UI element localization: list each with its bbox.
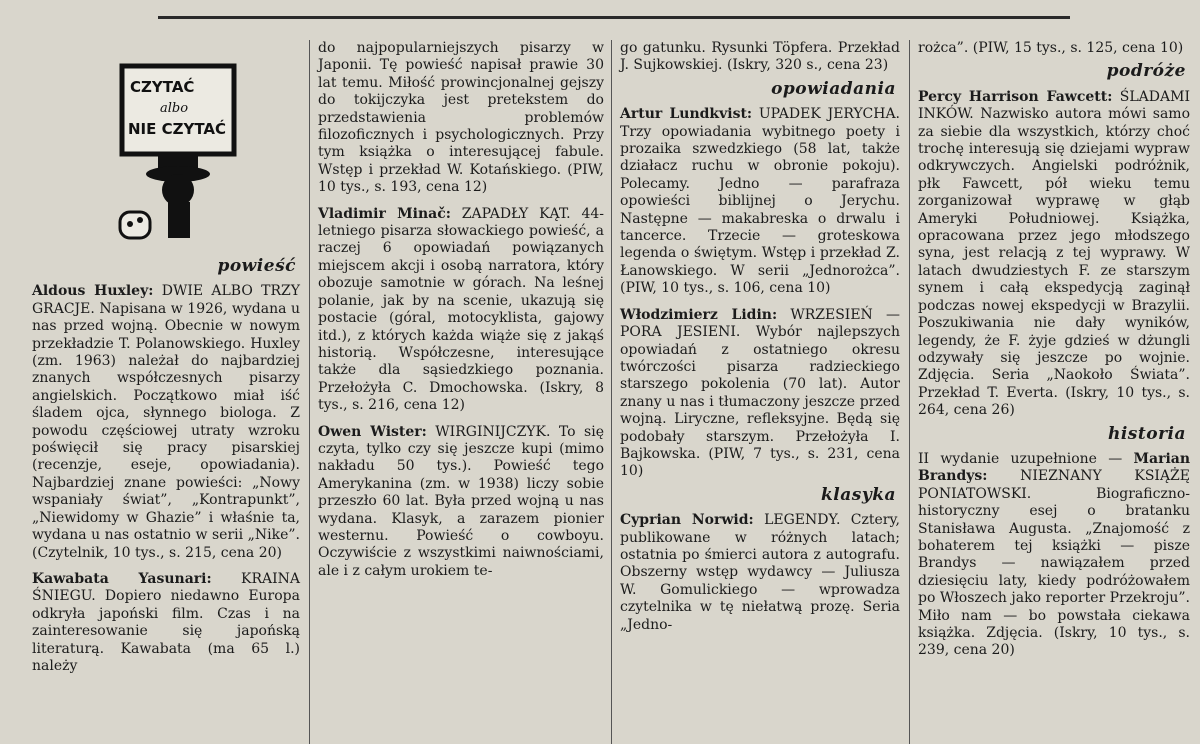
- section-heading-klasyka: klasyka: [821, 484, 896, 505]
- article-wister: Owen Wister: WIRGINIJCZYK. To się czyta, tylko czy się jeszcze kupi (mimo nakładu 50 tys.). Powieść tego Amerykanina (zm. w 1938) liczy sobie przeszło 60 lat. Była przed wojną u nas wydana. Klasyk, a zarazem pionier westernu. Powieść o cowboyu. Oczywiście z wszystkimi naiwnościami, ale i z całym urokiem te-: [318, 423, 605, 579]
- column-divider: [909, 40, 910, 744]
- article-lidin: Włodzimierz Lidin: WRZESIEŃ — PORA JESIENI. Wybór najlepszych opowiadań z ostatniego okresu twórczości pisarza radzieckiego starszego pokolenia (70 lat). Autor znany u nas i tłumaczony jeszcze przed wojną. Liryczne, refleksyjne. Będą się podobały starszym. Przełożyła I. Bajkowska. (PIW, 7 tys., s. 231, cena 10): [620, 306, 900, 480]
- czytac-albo-nie-czytac-logo: [118, 62, 240, 240]
- svg-text:CZYTAĆ: CZYTAĆ: [130, 78, 195, 96]
- section-heading-powiesc: powieść: [217, 256, 296, 276]
- section-heading-opowiadania: opowiadania: [771, 78, 896, 99]
- article-kawabata: Kawabata Yasunari: KRAINA ŚNIEGU. Dopiero niedawno Europa odkryła japoński film. Czas i na zainteresowanie się japońską literaturą. Kawabata (ma 65 l.) należy: [32, 570, 300, 674]
- column-4: [918, 40, 1190, 660]
- article-wister-continued: go gatunku. Rysunki Töpfera. Przekład J. Sujkowskiej. (Iskry, 320 s., cena 23): [620, 40, 900, 74]
- top-rule: [158, 16, 1070, 19]
- column-3: [620, 40, 900, 634]
- svg-text:NIE CZYTAĆ: NIE CZYTAĆ: [128, 120, 227, 138]
- article-lundkvist: Artur Lundkvist: UPADEK JERYCHA. Trzy opowiadania wybitnego poety i prozaika szwedzkiego (58 lat, także działacz ruchu w obronie pokoju). Polecamy. Jedno — parafraza opowieści biblijnej o Jerychu. Następne — makabreska o drwalu i tancerce. Trzecie — groteskowa legenda o świętym. Wstęp i przekład Z. Łanowskiego. W serii „Jednorożca”. (PIW, 10 tys., s. 106, cena 10): [620, 106, 900, 297]
- article-kawabata-continued: do najpopularniejszych pisarzy w Japonii. Tę powieść napisał prawie 30 lat temu. Miłość prowincjonalnej gejszy do tokijczyka jest pretekstem do przedstawienia problemów filozoficznych i psychologicznych. Przy tym książka o interesującej fabule. Wstęp i przekład W. Kotańskiego. (PIW, 10 tys., s. 193, cena 12): [318, 40, 604, 196]
- article-brandys: II wydanie uzupełnione — Marian Brandys: NIEZNANY KSIĄŻĘ PONIATOWSKI. Biograficzno-historyczny esej o bratanku Stanisława Augusta. „Znajomość z bohaterem tej książki — pisze Brandys — nawiązałem przed dziesięciu laty, kiedy podróżowałem po Włoszech jako reporter Przekroju”. Miło nam — bo powstała ciekawa książka. Zdjęcia. (Iskry, 10 tys., s. 239, cena 20): [918, 450, 1191, 659]
- article-norwid: Cyprian Norwid: LEGENDY. Cztery, publikowane w różnych latach; ostatnia po śmierci autora z autografu. Obszerny wstęp wydawcy — Juliusza W. Gomulickiego — wprowadza czytelnika w tę niełatwą prozę. Seria „Jedno-: [620, 512, 900, 633]
- svg-text:albo: albo: [160, 101, 189, 116]
- column-1: [32, 252, 300, 675]
- article-norwid-continued: rożca”. (PIW, 15 tys., s. 125, cena 10): [918, 40, 1184, 56]
- section-heading-historia: historia: [1107, 423, 1186, 444]
- column-divider: [611, 40, 612, 744]
- column-divider: [309, 40, 310, 744]
- article-minac: Vladimir Minač: ZAPADŁY KĄT. 44-letniego pisarza słowackiego powieść, a raczej 6 opowiadań powiązanych miejscem akcji i osobą narratora, który obozuje samotnie w górach. Na leśnej polanie, jak by na scenie, ukazują się postacie (góral, motocyklista, gajowy itd.), z których każda wiąże się z jakąś historią. Współczesne, interesujące także dla sąsiedzkiego poznania. Przełożyła C. Dmochowska. (Iskry, 8 tys., s. 216, cena 12): [318, 205, 604, 414]
- article-fawcett: Percy Harrison Fawcett: ŚLADAMI INKÓW. Nazwisko autora mówi samo za siebie dla wszystkich, którzy choć trochę interesują się dziejami wypraw odkrywczych. Angielski podróżnik, płk Fawcett, pół wieku temu zorganizował wyprawę w głąb Ameryki Południowej. Książka, opracowana przez jego młodszego syna, jest relacją z tej wyprawy. W latach dwudziestych F. ze starszym synem i całą ekspedycją zaginął podczas nowej ekspedycji w Brazylii. Poszukiwania nie dały wyników, legendy, że F. żyje gdzieś w dżungli odzywały się jeszcze po wojnie. Zdjęcia. Seria „Naokoło Świata”. Przekład T. Everta. (Iskry, 10 tys., s. 264, cena 26): [918, 88, 1190, 419]
- column-2: [318, 40, 604, 580]
- section-heading-podroze: podróże: [1106, 61, 1186, 82]
- article-huxley: Aldous Huxley: DWIE ALBO TRZY GRACJE. Napisana w 1926, wydana u nas przed wojną. Obecnie w nowym przekładzie T. Polanowskiego. Huxley (zm. 1963) należał do najbardziej znanych współczesnych pisarzy angielskich. Początkowo miał iść śladem ojca, słynnego biologa. Z powodu częściowej utraty wzroku poświęcił się pracy pisarskiej (recenzje, eseje, opowiadania). Najbardziej znane powieści: „Nowy wspaniały świat”, „Kontrapunkt”, „Niewidomy w Ghazie” i właśnie ta, wydana u nas ostatnio w serii „Nike”. (Czytelnik, 10 tys., s. 215, cena 20): [32, 283, 300, 561]
